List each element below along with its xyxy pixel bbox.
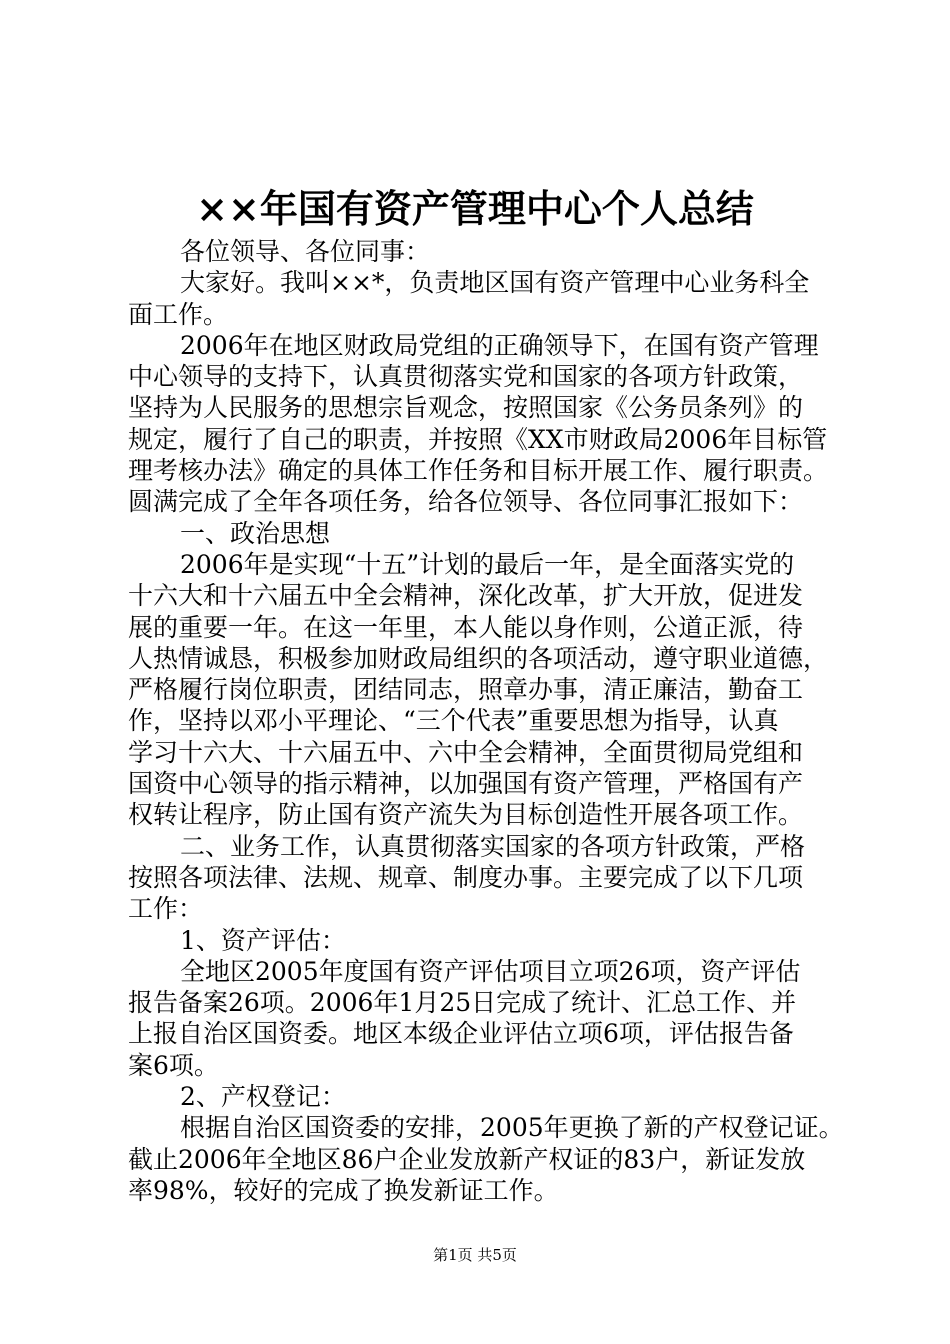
body-line: 学习十六大、十六届五中、六中全会精神，全面贯彻局党组和: [128, 737, 804, 767]
body-line: 大家好。我叫××*，负责地区国有资产管理中心业务科全: [180, 268, 810, 298]
body-line: 根据自治区国资委的安排，2005年更换了新的产权登记证。: [180, 1113, 844, 1143]
body-line: 按照各项法律、法规、规章、制度办事。主要完成了以下几项: [128, 862, 804, 892]
body-line: 权转让程序，防止国有资产流失为目标创造性开展各项工作。: [128, 800, 804, 830]
body-line: 截止2006年全地区86户企业发放新产权证的83户，新证发放: [128, 1144, 806, 1174]
body-line: 作，坚持以邓小平理论、“三个代表”重要思想为指导，认真: [128, 706, 779, 736]
body-line: 2006年是实现“十五”计划的最后一年，是全面落实党的: [180, 549, 795, 579]
body-line: 全地区2005年度国有资产评估项目立项26项，资产评估: [180, 956, 801, 986]
document-title: ××年国有资产管理中心个人总结: [196, 186, 754, 231]
body-line: 率98%，较好的完成了换发新证工作。: [128, 1175, 559, 1205]
body-line: 各位领导、各位同事：: [180, 237, 431, 266]
body-line: 工作：: [128, 894, 204, 924]
body-line: 展的重要一年。在这一年里，本人能以身作则，公道正派，待: [128, 612, 804, 642]
body-line: 人热情诚恳，积极参加财政局组织的各项活动，遵守职业道德，: [128, 643, 829, 673]
body-line: 严格履行岗位职责，团结同志，照章办事，清正廉洁，勤奋工: [128, 675, 804, 705]
body-line: 二、业务工作，认真贯彻落实国家的各项方针政策，严格: [180, 831, 806, 861]
body-line: 十六大和十六届五中全会精神，深化改革，扩大开放，促进发: [128, 581, 804, 611]
document-body: [128, 236, 844, 1206]
body-line: 案6项。: [128, 1050, 219, 1080]
body-line: 一、政治思想: [180, 518, 331, 548]
body-line: 2、产权登记：: [180, 1082, 346, 1112]
body-line: 2006年在地区财政局党组的正确领导下，在国有资产管理: [180, 330, 819, 360]
body-line: 国资中心领导的指示精神，以加强国有资产管理，严格国有产: [128, 769, 804, 799]
body-line: 面工作。: [128, 299, 229, 329]
body-line: 坚持为人民服务的思想宗旨观念，按照国家《公务员条列》的: [128, 393, 804, 423]
body-line: 规定，履行了自己的职责，并按照《XX市财政局2006年目标管: [128, 424, 828, 454]
body-line: 报告备案26项。2006年1月25日完成了统计、汇总工作、并: [128, 988, 797, 1018]
body-line: 圆满完成了全年各项任务，给各位领导、各位同事汇报如下：: [128, 487, 804, 517]
body-line: 1、资产评估：: [180, 925, 346, 955]
body-line: 上报自治区国资委。地区本级企业评估立项6项，评估报告备: [128, 1019, 794, 1049]
body-line: 中心领导的支持下，认真贯彻落实党和国家的各项方针政策，: [128, 362, 804, 392]
body-line: 理考核办法》确定的具体工作任务和目标开展工作、履行职责。: [128, 456, 829, 486]
page-footer: 第1页 共5页: [433, 1246, 517, 1264]
